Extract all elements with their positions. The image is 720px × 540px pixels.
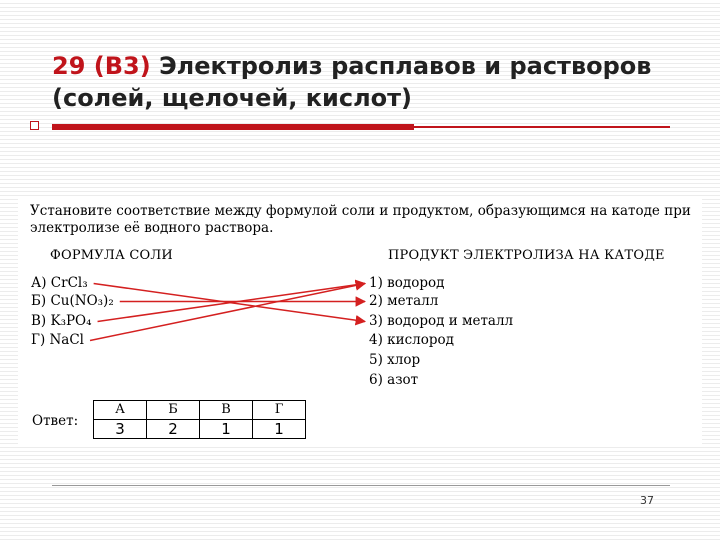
answer-value-cell: 3 (94, 420, 147, 439)
right-column-header: ПРОДУКТ ЭЛЕКТРОЛИЗА НА КАТОДЕ (388, 248, 665, 263)
product-item: 3) водород и металл (369, 313, 514, 329)
answer-value-cell: 1 (200, 420, 253, 439)
salt-item: Б) Cu(NO₃)₂ (31, 293, 114, 309)
answer-value-cell: 1 (253, 420, 306, 439)
footer-divider (52, 485, 670, 486)
answer-table (93, 400, 306, 439)
salt-item: В) K₃PO₄ (31, 313, 92, 329)
answer-value-cell: 2 (147, 420, 200, 439)
task-code: (B3) (93, 52, 151, 80)
matching-arrow (90, 284, 365, 341)
left-column-header: ФОРМУЛА СОЛИ (50, 248, 173, 263)
product-item: 2) металл (369, 293, 439, 309)
task-statement: Установите соответствие между формулой соли и продуктом, образующимся на катоде при электролизе её водного раствора. (30, 203, 691, 236)
salt-item: А) CrCl₃ (31, 275, 88, 291)
answer-header-cell: Г (253, 401, 306, 420)
slide-title-text: Электролиз расплавов и растворов (солей, щелочей, кислот) (52, 52, 652, 112)
product-item: 1) водород (369, 275, 445, 291)
answer-header-cell: Б (147, 401, 200, 420)
slide-number: 29 (52, 52, 86, 80)
answer-header-cell: А (94, 401, 147, 420)
page-number: 37 (640, 494, 654, 507)
salt-item: Г) NaCl (31, 332, 85, 348)
product-item: 6) азот (369, 372, 419, 388)
answer-label: Ответ: (32, 413, 79, 429)
answer-header-cell: В (200, 401, 253, 420)
product-item: 5) хлор (369, 352, 421, 368)
product-item: 4) кислород (369, 332, 454, 348)
